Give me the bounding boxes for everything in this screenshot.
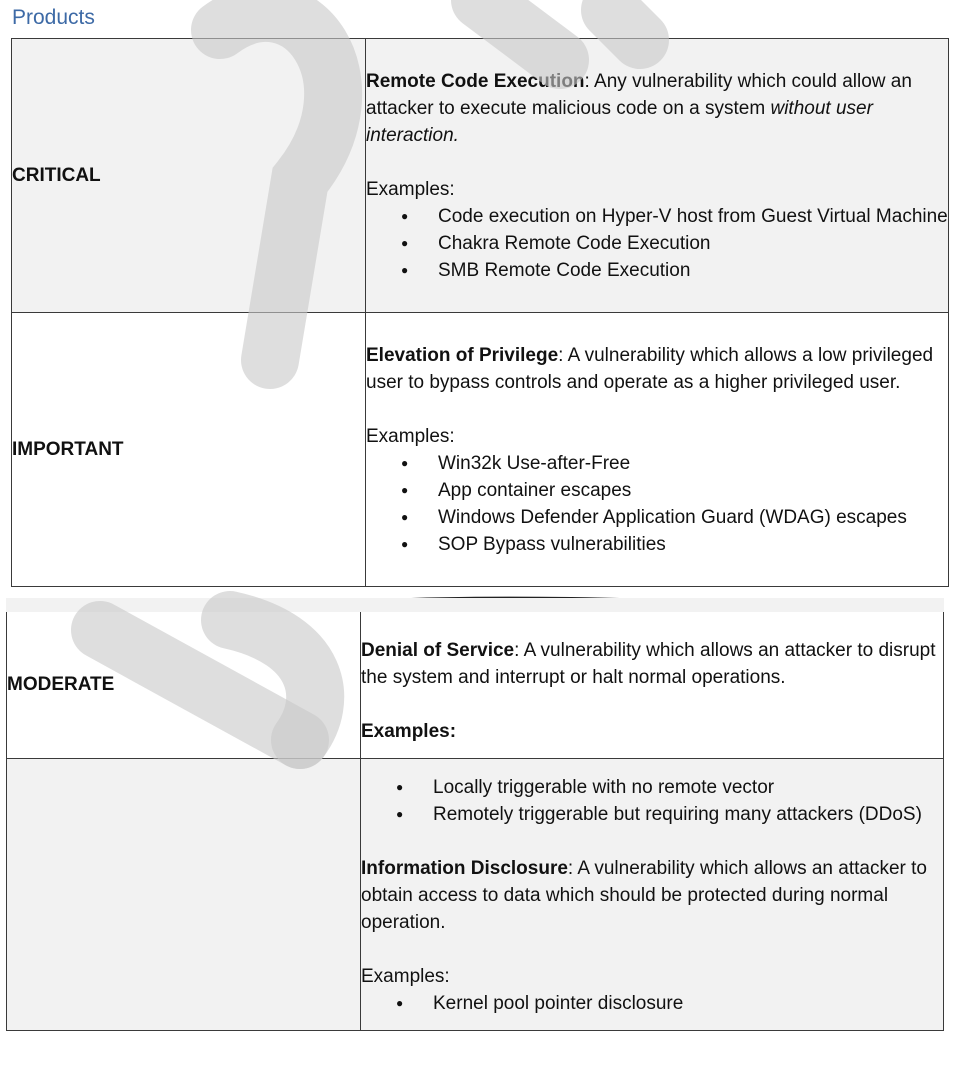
moderate-examples-label: Examples:	[361, 720, 457, 742]
moderate-row	[7, 612, 944, 758]
list-item: ● Windows Defender Application Guard (WDAG) escapes	[438, 504, 948, 531]
important-title: Elevation of Privilege	[366, 344, 559, 366]
page-heading: Products	[12, 6, 95, 29]
info-disclosure-examples-list	[361, 990, 943, 1017]
list-item: ● Kernel pool pointer disclosure	[433, 990, 943, 1017]
severity-table-top	[11, 38, 949, 587]
list-item: ● SOP Bypass vulnerabilities	[438, 531, 948, 558]
list-item: ● Code execution on Hyper-V host from Guest Virtual Machine	[438, 203, 948, 230]
list-item: ● Remotely triggerable but requiring many attackers (DDoS)	[433, 801, 943, 828]
moderate-continued-label	[7, 758, 361, 1030]
moderate-continued-description	[361, 758, 944, 1030]
severity-table-bottom	[6, 612, 944, 1031]
important-desc-text: : A vulnerability which allows a low privileged user to bypass controls and operate as a higher privileged user.	[366, 344, 934, 393]
moderate-definition	[361, 637, 943, 691]
list-item: ● Win32k Use-after-Free	[438, 450, 948, 477]
critical-examples-label: Examples:	[366, 178, 455, 200]
info-disclosure-definition	[361, 855, 943, 936]
list-item: ● Locally triggerable with no remote vector	[433, 774, 943, 801]
info-disclosure-examples-label: Examples:	[361, 965, 450, 987]
critical-row	[12, 39, 949, 313]
critical-definition	[366, 68, 948, 149]
critical-description	[366, 39, 949, 313]
critical-examples-list	[366, 203, 948, 284]
critical-desc-text: : Any vulnerability which could allow an attacker to execute malicious code on a system	[366, 70, 912, 119]
important-examples-list	[366, 450, 948, 558]
important-definition	[366, 342, 948, 396]
page-break-strip	[6, 598, 944, 612]
critical-desc-italic: without user interaction.	[366, 97, 873, 146]
critical-title: Remote Code Execution	[366, 70, 585, 92]
list-item: ● Chakra Remote Code Execution	[438, 230, 948, 257]
info-disclosure-title: Information Disclosure	[361, 857, 568, 879]
moderate-desc-text: : A vulnerability which allows an attacker to disrupt the system and interrupt or halt normal operations.	[361, 639, 936, 688]
moderate-title: Denial of Service	[361, 639, 515, 661]
info-disclosure-desc-text: : A vulnerability which allows an attacker to obtain access to data which should be protected during normal operation.	[361, 857, 927, 933]
important-examples-label: Examples:	[366, 425, 455, 447]
moderate-examples-list	[361, 774, 943, 828]
important-row	[12, 313, 949, 587]
important-description	[366, 313, 949, 587]
moderate-description	[361, 612, 944, 758]
list-item: ● SMB Remote Code Execution	[438, 257, 948, 284]
list-item: ● App container escapes	[438, 477, 948, 504]
moderate-label: MODERATE	[7, 612, 361, 758]
important-label: IMPORTANT	[12, 313, 366, 587]
moderate-continued-row	[7, 758, 944, 1030]
critical-label: CRITICAL	[12, 39, 366, 313]
